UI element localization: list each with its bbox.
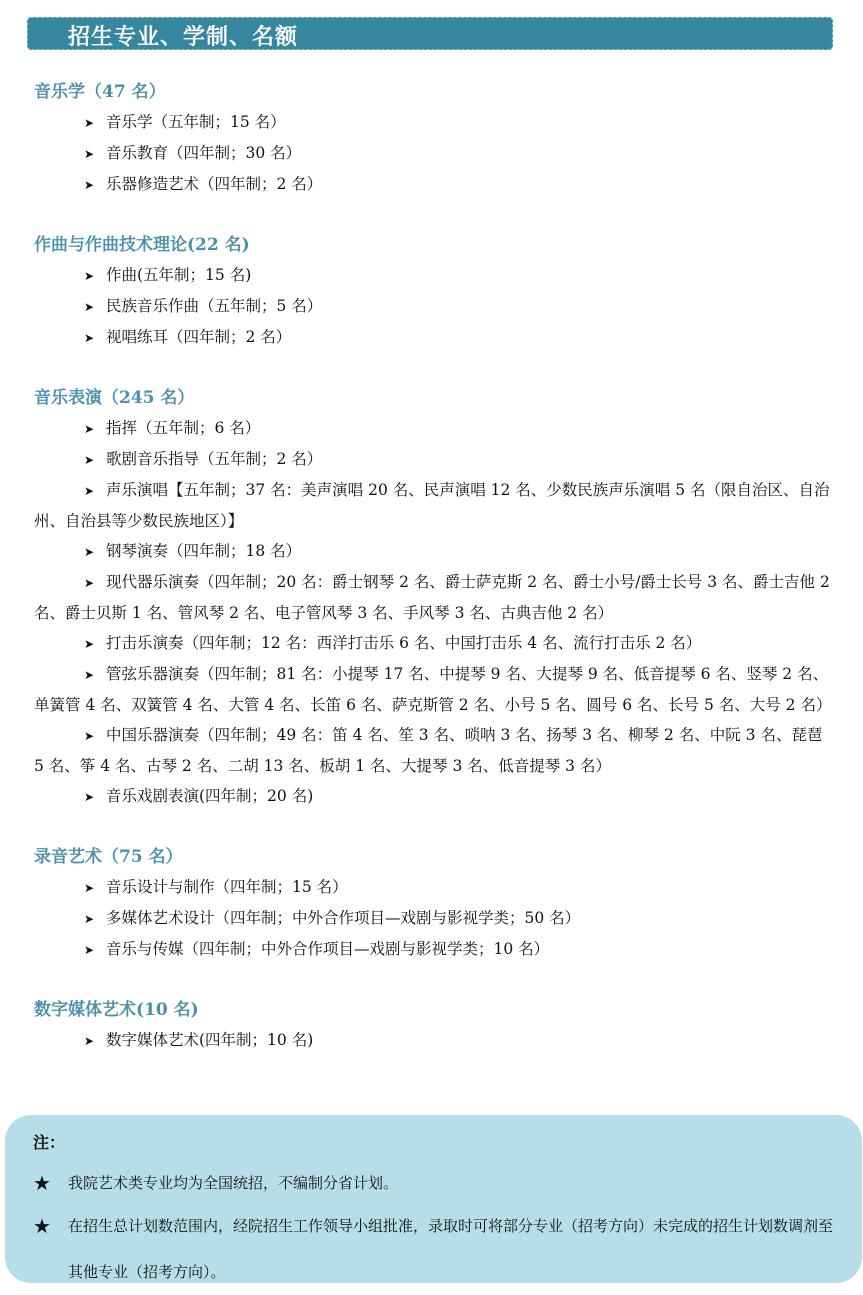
arrow-bullet-icon: ➤ [84, 300, 95, 314]
arrow-bullet-icon: ➤ [84, 545, 95, 559]
major-section [34, 383, 837, 812]
list-item [34, 169, 837, 200]
arrow-bullet-icon: ➤ [84, 790, 95, 804]
list-item [34, 934, 837, 965]
arrow-bullet-icon: ➤ [84, 331, 95, 345]
item-text: 作曲(五年制；15 名) [106, 266, 252, 284]
arrow-bullet-icon: ➤ [84, 729, 95, 743]
list-item [34, 628, 837, 659]
note-box [5, 1115, 862, 1283]
item-text: 钢琴演奏（四年制；18 名） [106, 542, 302, 560]
arrow-bullet-icon: ➤ [84, 881, 95, 895]
list-item [34, 260, 837, 291]
star-icon: ★ [33, 1214, 51, 1238]
note-item [33, 1203, 843, 1295]
note-title: 注： [33, 1133, 66, 1152]
item-text: 音乐教育（四年制；30 名） [106, 144, 302, 162]
item-text: 声乐演唱【五年制；37 名：美声演唱 20 名、民声演唱 12 名、少数民族声乐演唱 5 名（限自治区、自治州、自治县等少数民族地区）】 [34, 481, 830, 530]
arrow-bullet-icon: ➤ [84, 269, 95, 283]
arrow-bullet-icon: ➤ [84, 422, 95, 436]
arrow-bullet-icon: ➤ [84, 147, 95, 161]
list-item [34, 475, 837, 536]
section-header-bar [27, 17, 833, 50]
item-text: 音乐与传媒（四年制；中外合作项目—戏剧与影视学类；10 名） [106, 940, 550, 958]
item-text: 打击乐演奏（四年制；12 名：西洋打击乐 6 名、中国打击乐 4 名、流行打击乐 2 名） [106, 634, 702, 652]
item-text: 民族音乐作曲（五年制；5 名） [106, 297, 323, 315]
list-item [34, 872, 837, 903]
section-title: 音乐表演（245 名） [34, 388, 195, 408]
list-item [34, 720, 837, 781]
list-item [34, 444, 837, 475]
list-item [34, 138, 837, 169]
note-text: 我院艺术类专业均为全国统招，不编制分省计划。 [68, 1174, 399, 1192]
item-text: 音乐学（五年制；15 名） [106, 113, 286, 131]
list-item [34, 536, 837, 567]
arrow-bullet-icon: ➤ [84, 912, 95, 926]
list-item [34, 567, 837, 628]
arrow-bullet-icon: ➤ [84, 453, 95, 467]
arrow-bullet-icon: ➤ [84, 576, 95, 590]
list-item [34, 659, 837, 720]
major-section [34, 995, 837, 1056]
major-section [34, 77, 837, 200]
item-text: 现代器乐演奏（四年制；20 名：爵士钢琴 2 名、爵士萨克斯 2 名、爵士小号/爵士长号 3 名、爵士吉他 2 名、爵士贝斯 1 名、管风琴 2 名、电子管风琴 3 名、手风琴 3 名、古典吉他 2 名） [34, 573, 830, 622]
list-item [34, 291, 837, 322]
section-title: 数字媒体艺术(10 名) [34, 1000, 199, 1020]
arrow-bullet-icon: ➤ [84, 637, 95, 651]
item-text: 中国乐器演奏（四年制；49 名：笛 4 名、笙 3 名、唢呐 3 名、扬琴 3 名、柳琴 2 名、中阮 3 名、琵琶 5 名、筝 4 名、古琴 2 名、二胡 13 名、板胡 1 名、大提琴 3 名、低音提琴 3 名） [34, 726, 823, 775]
major-section [34, 230, 837, 353]
list-item [34, 322, 837, 353]
section-header-title: 招生专业、学制、名额 [68, 25, 299, 50]
section-title: 音乐学（47 名） [34, 82, 166, 102]
item-text: 管弦乐器演奏（四年制；81 名：小提琴 17 名、中提琴 9 名、大提琴 9 名、低音提琴 6 名、竖琴 2 名、单簧管 4 名、双簧管 4 名、大管 4 名、长笛 6 名、萨克斯管 2 名、小号 5 名、圆号 6 名、长号 5 名、大号 2 名） [34, 665, 832, 714]
major-section [34, 842, 837, 965]
arrow-bullet-icon: ➤ [84, 943, 95, 957]
list-item [34, 903, 837, 934]
majors-list [34, 77, 837, 1086]
item-text: 多媒体艺术设计（四年制；中外合作项目—戏剧与影视学类；50 名） [106, 909, 581, 927]
arrow-bullet-icon: ➤ [84, 668, 95, 682]
section-title: 录音艺术（75 名） [34, 847, 183, 867]
item-text: 音乐戏剧表演(四年制；20 名) [106, 787, 314, 805]
section-title: 作曲与作曲技术理论(22 名) [34, 235, 250, 255]
list-item [34, 413, 837, 444]
arrow-bullet-icon: ➤ [84, 1034, 95, 1048]
arrow-bullet-icon: ➤ [84, 116, 95, 130]
list-item [34, 781, 837, 812]
item-text: 音乐设计与制作（四年制；15 名） [106, 878, 348, 896]
star-icon: ★ [33, 1171, 51, 1195]
item-text: 指挥（五年制；6 名） [106, 419, 261, 437]
note-text: 在招生总计划数范围内，经院招生工作领导小组批准，录取时可将部分专业（招考方向）未完成的招生计划数调剂至其他专业（招考方向）。 [68, 1217, 834, 1281]
item-text: 数字媒体艺术(四年制；10 名) [106, 1031, 314, 1049]
list-item [34, 107, 837, 138]
arrow-bullet-icon: ➤ [84, 484, 95, 498]
item-text: 视唱练耳（四年制；2 名） [106, 328, 292, 346]
item-text: 乐器修造艺术（四年制；2 名） [106, 175, 323, 193]
note-item [33, 1161, 843, 1206]
arrow-bullet-icon: ➤ [84, 178, 95, 192]
list-item [34, 1025, 837, 1056]
item-text: 歌剧音乐指导（五年制；2 名） [106, 450, 323, 468]
